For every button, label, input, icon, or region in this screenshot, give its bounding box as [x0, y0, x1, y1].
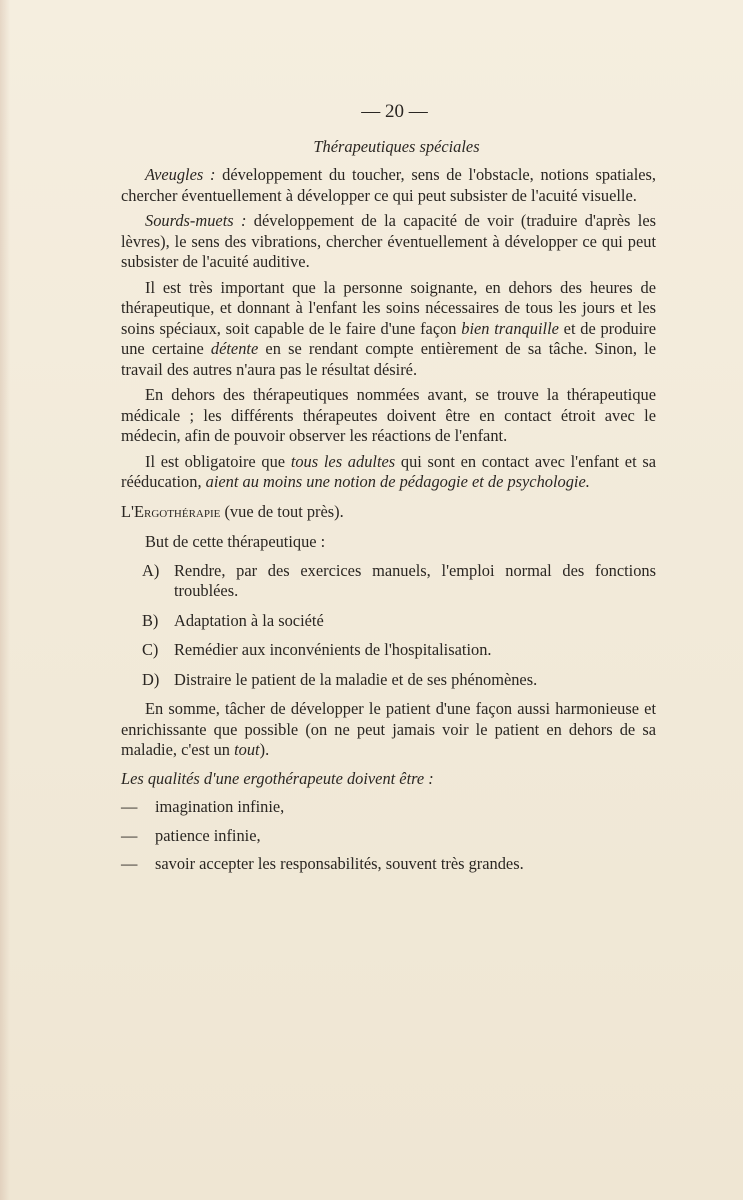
- aveugles-text: développement du toucher, sens de l'obstacle, notions spatiales, chercher éventuellement à développer ce qui peut subsister de l'acuité visuelle.: [121, 165, 656, 205]
- section-heading: Thérapeutiques spéciales: [313, 136, 480, 156]
- sourds-text: développement de la capacité de voir (traduire d'après les lèvres), le sens des vibrations, chercher éventuellement à développer ce qui peut subsister de l'acuité auditive.: [121, 211, 657, 271]
- dash-mark: —: [121, 825, 138, 845]
- item-text: Adaptation à la société: [174, 610, 324, 630]
- dash-mark: —: [121, 854, 138, 873]
- list-item: [121, 854, 656, 875]
- quality-text: imagination infinie,: [155, 797, 285, 816]
- list-item: [142, 561, 656, 602]
- list-item: [142, 640, 656, 661]
- soignante-emphasis-2: détente: [210, 339, 259, 358]
- item-letter: D): [142, 669, 160, 689]
- obligatoire-emphasis-1: tous les adultes: [290, 451, 396, 471]
- qualities-list: [121, 797, 656, 875]
- soignante-text-a: Il est très important que la personne soignante, en dehors des heures de thérapeutique, et donnant à l'enfant les soins nécessaires de tous les jours et les soins spéciaux, soit capable de le faire d'une façon: [121, 277, 656, 338]
- soignante-text-b: et de produire une certaine: [121, 318, 657, 358]
- item-text: Distraire le patient de la maladie et de ses phénomènes.: [174, 669, 538, 689]
- obligatoire-text-a: Il est obligatoire que: [145, 451, 291, 471]
- item-letter: A): [142, 560, 160, 580]
- ergo-title-prefix: L': [121, 501, 134, 521]
- qualities-title: Les qualités d'une ergothérapeute doivent être :: [121, 768, 434, 788]
- paragraph-aveugles: [121, 165, 656, 206]
- sourds-label: Sourds-muets :: [145, 211, 247, 230]
- list-item: [142, 611, 656, 632]
- ergo-title-suffix: (vue de tout près).: [220, 501, 344, 521]
- page-number: — 20 —: [361, 101, 428, 122]
- paragraph-obligatoire: [121, 452, 656, 493]
- list-item: [142, 670, 656, 691]
- obligatoire-emphasis-2: aient au moins une notion de pédagogie et de psychologie.: [205, 472, 590, 491]
- ergotherapie-title: [121, 502, 656, 523]
- list-item: [121, 826, 656, 847]
- paragraph-sourds-muets: [121, 211, 656, 273]
- goal-list: [142, 561, 656, 691]
- obligatoire-text-b: qui sont en contact avec l'enfant et sa rééducation,: [121, 451, 657, 491]
- quality-text: patience infinie,: [155, 825, 261, 845]
- item-text: Rendre, par des exercices manuels, l'emploi normal des fonctions troublées.: [174, 560, 656, 600]
- dash-mark: —: [121, 797, 138, 816]
- paragraph-medicale: En dehors des thérapeutiques nommées avant, se trouve la thérapeutique médicale ; les différents thérapeutes doivent être en contact étroit avec le médecin, afin de pouvoir observer les réactions de l'enfant.: [121, 385, 656, 445]
- ergo-title-smallcaps: Ergothérapie: [133, 501, 221, 521]
- quality-text: savoir accepter les responsabilités, souvent très grandes.: [155, 854, 524, 873]
- item-text: Remédier aux inconvénients de l'hospitalisation.: [174, 640, 492, 659]
- summary-text-a: En somme, tâcher de développer le patient d'une façon aussi harmonieuse et enrichissante que possible (on ne peut jamais voir le patient en dehors de sa maladie, c'est un: [121, 699, 656, 759]
- page-edge: [0, 0, 10, 1200]
- summary-emphasis: tout: [234, 740, 260, 759]
- item-letter: C): [142, 640, 159, 659]
- page-content: [121, 102, 656, 883]
- soignante-emphasis-1: bien tranquille: [461, 318, 559, 338]
- paragraph-summary: [121, 699, 656, 761]
- summary-text-b: ).: [259, 740, 270, 759]
- item-letter: B): [142, 610, 159, 630]
- aveugles-label: Aveugles :: [145, 165, 216, 184]
- goal-intro: But de cette thérapeutique :: [145, 532, 326, 551]
- list-item: [121, 797, 656, 818]
- paragraph-soignante: [121, 278, 656, 381]
- soignante-text-c: en se rendant compte entièrement de sa tâche. Sinon, le travail des autres n'aura pas le résultat désiré.: [121, 339, 656, 379]
